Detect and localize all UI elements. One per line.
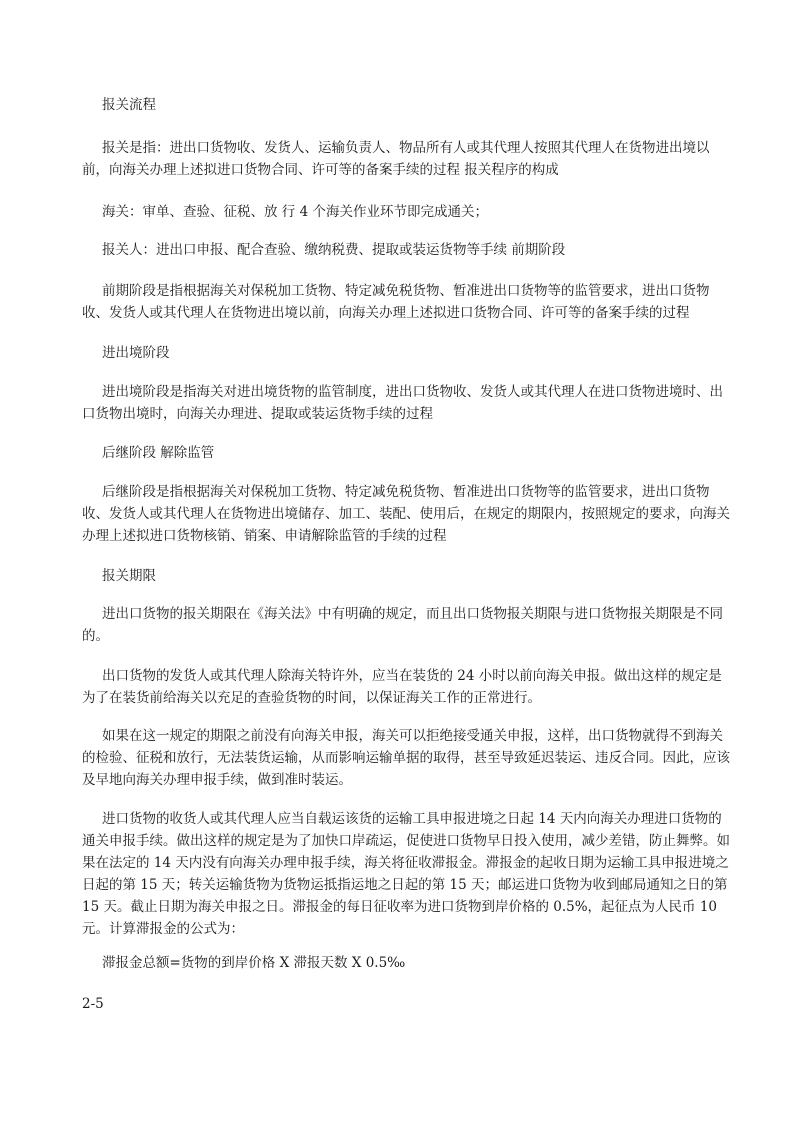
paragraph-preliminary-stage: 前期阶段是指根据海关对保税加工货物、特定减免税货物、暂准进出口货物等的监管要求，进出口货物收、发货人或其代理人在货物进出境以前，向海关办理上述拟进口货物合同、许可等的备案手续的过程 xyxy=(82,283,710,321)
heading-entry-exit-stage: 进出境阶段 xyxy=(102,345,170,361)
paragraph-declaration-period: 进出口货物的报关期限在《海关法》中有明确的规定，而且出口货物报关期限与进口货物报关期限是不同的。 xyxy=(82,606,723,644)
paragraph-late-fee-formula: 滞报金总额=货物的到岸价格 X 滞报天数 X 0.5‰ xyxy=(102,955,406,971)
paragraph-subsequent-stage: 后继阶段是指根据海关对保税加工货物、特定减免税货物、暂准进出口货物等的监管要求，进出口货物收、发货人或其代理人在货物进出境储存、加工、装配、使用后，在规定的期限内，按照规定的要求，向海关办理上述拟进口货物核销、销案、申请解除监管的手续的过程 xyxy=(82,484,730,544)
paragraph-entry-exit-stage: 进出境阶段是指海关对进出境货物的监管制度，进出口货物收、发货人或其代理人在进口货物进境时、出口货物出境时，向海关办理进、提取或装运货物手续的过程 xyxy=(82,384,723,422)
paragraph-declarant-steps: 报关人：进出口申报、配合查验、缴纳税费、提取或装运货物等手续 前期阶段 xyxy=(102,242,566,258)
paragraph-late-declaration: 如果在这一规定的期限之前没有向海关申报，海关可以拒绝接受通关申报，这样，出口货物就得不到海关的检验、征税和放行，无法装货运输，从而影响运输单据的取得，甚至导致延迟装运、违反合同。因此，应该及早地向海关办理申报手续，做到准时装运。 xyxy=(82,728,730,788)
paragraph-import-deadline: 进口货物的收货人或其代理人应当自载运该货的运输工具申报进境之日起 14 天内向海关办理进口货物的通关申报手续。做出这样的规定是为了加快口岸疏运，促使进口货物早日投入使用，减少差错，防止舞弊。如果在法定的 14 天内没有向海关办理申报手续，海关将征收滞报金。滞报金的起收日期为运输工具申报进境之日起的第 15 天；转关运输货物为货物运抵指运地之日起的第 15 天；邮运进口货物为收到邮局通知之日的第 15 天。截止日期为海关申报之日。滞报金的每日征收率为进口货物到岸价格的 0.5%，起征点为人民币 10 元。计算滞报金的公式为： xyxy=(82,811,730,937)
paragraph-customs-definition: 报关是指：进出口货物收、发货人、运输负责人、物品所有人或其代理人按照其代理人在货物进出境以前，向海关办理上述拟进口货物合同、许可等的备案手续的过程 报关程序的构成 xyxy=(82,140,710,178)
heading-customs-process: 报关流程 xyxy=(102,97,156,113)
heading-declaration-period: 报关期限 xyxy=(102,568,156,584)
page-footer-number: 2-5 xyxy=(82,996,104,1012)
heading-subsequent-stage: 后继阶段 解除监管 xyxy=(102,445,215,461)
paragraph-customs-steps: 海关：审单、查验、征税、放 行 4 个海关作业环节即完成通关； xyxy=(102,204,488,220)
paragraph-export-deadline: 出口货物的发货人或其代理人除海关特许外，应当在装货的 24 小时以前向海关申报。做出这样的规定是为了在装货前给海关以充足的查验货物的时间，以保证海关工作的正常进行。 xyxy=(82,668,722,706)
